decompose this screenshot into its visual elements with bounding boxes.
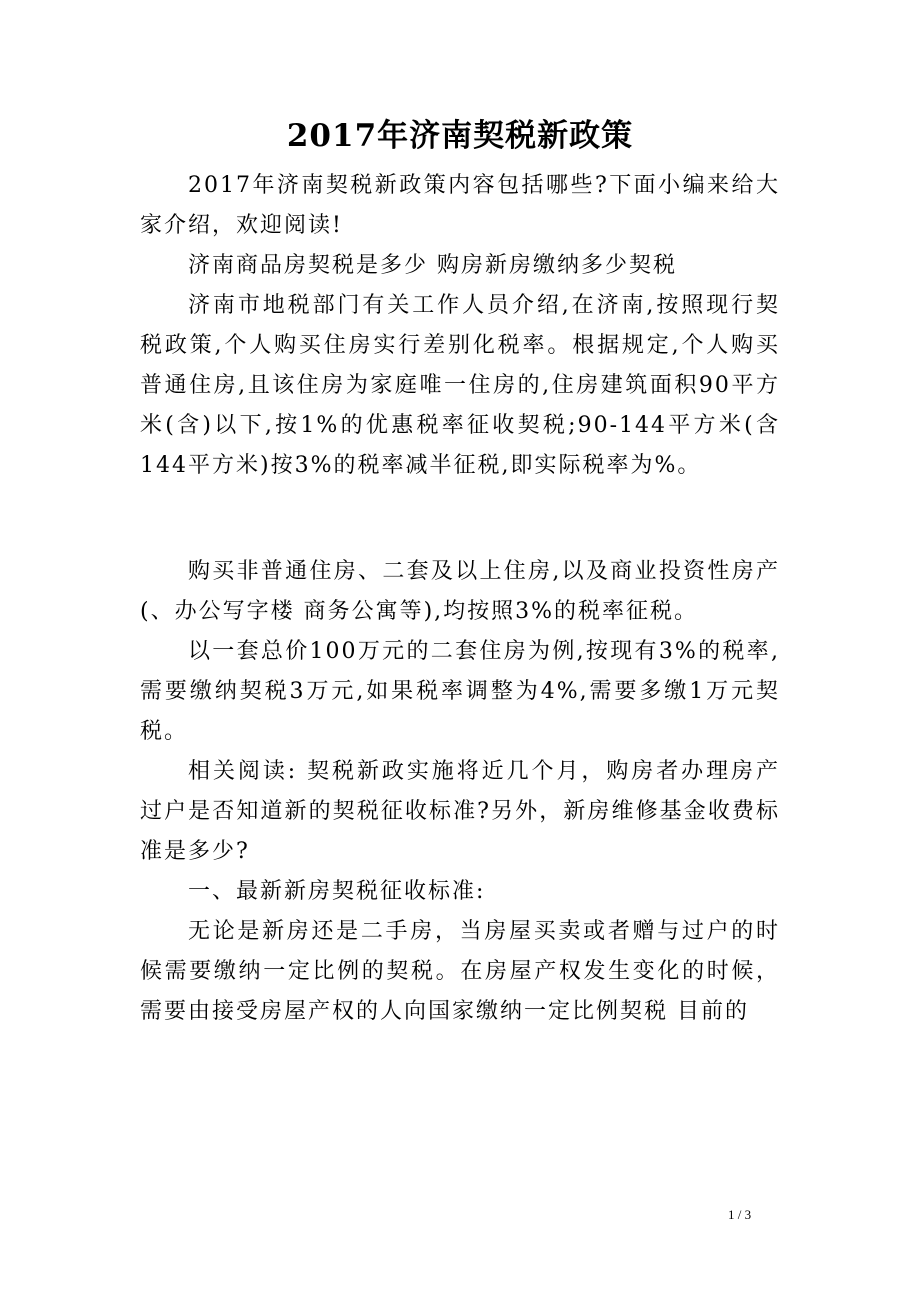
page-number: 1 / 3 <box>728 1207 752 1222</box>
subheading-paragraph: 济南商品房契税是多少 购房新房缴纳多少契税 <box>188 253 677 278</box>
related-reading-paragraph: 相关阅读: 契税新政实施将近几个月，购房者办理房产过户是否知道新的契税征收标准?另外，新房维修基金收费标准是多少? <box>140 759 780 864</box>
example-paragraph: 以一套总价100万元的二套住房为例,按现有3%的税率,需要缴纳契税3万元,如果税率调整为4%,需要多缴1万元契税。 <box>140 639 780 744</box>
policy-paragraph: 济南市地税部门有关工作人员介绍,在济南,按照现行契税政策,个人购买住房实行差别化税率。根据规定,个人购买普通住房,且该住房为家庭唯一住房的,住房建筑面积90平方米(含)以下,按1%的优惠税率征收契税;90-144平方米(含144平方米)按3%的税率减半征税,即实际税率为%。 <box>140 293 780 478</box>
paragraph-gap <box>140 486 780 552</box>
non-ordinary-housing-paragraph: 购买非普通住房、二套及以上住房,以及商业投资性房产(、办公写字楼 商务公寓等),均按照3%的税率征税。 <box>140 559 780 624</box>
intro-paragraph: 2017年济南契税新政策内容包括哪些?下面小编来给大家介绍，欢迎阅读! <box>140 173 780 238</box>
standard-paragraph: 无论是新房还是二手房，当房屋买卖或者赠与过户的时候需要缴纳一定比例的契税。在房屋产权发生变化的时候，需要由接受房屋产权的人向国家缴纳一定比例契税 目前的 <box>140 919 780 1024</box>
section-heading: 一、最新新房契税征收标准: <box>188 879 486 904</box>
document-title: 2017年济南契税新政策 <box>286 118 634 154</box>
document-body <box>140 166 780 1032</box>
